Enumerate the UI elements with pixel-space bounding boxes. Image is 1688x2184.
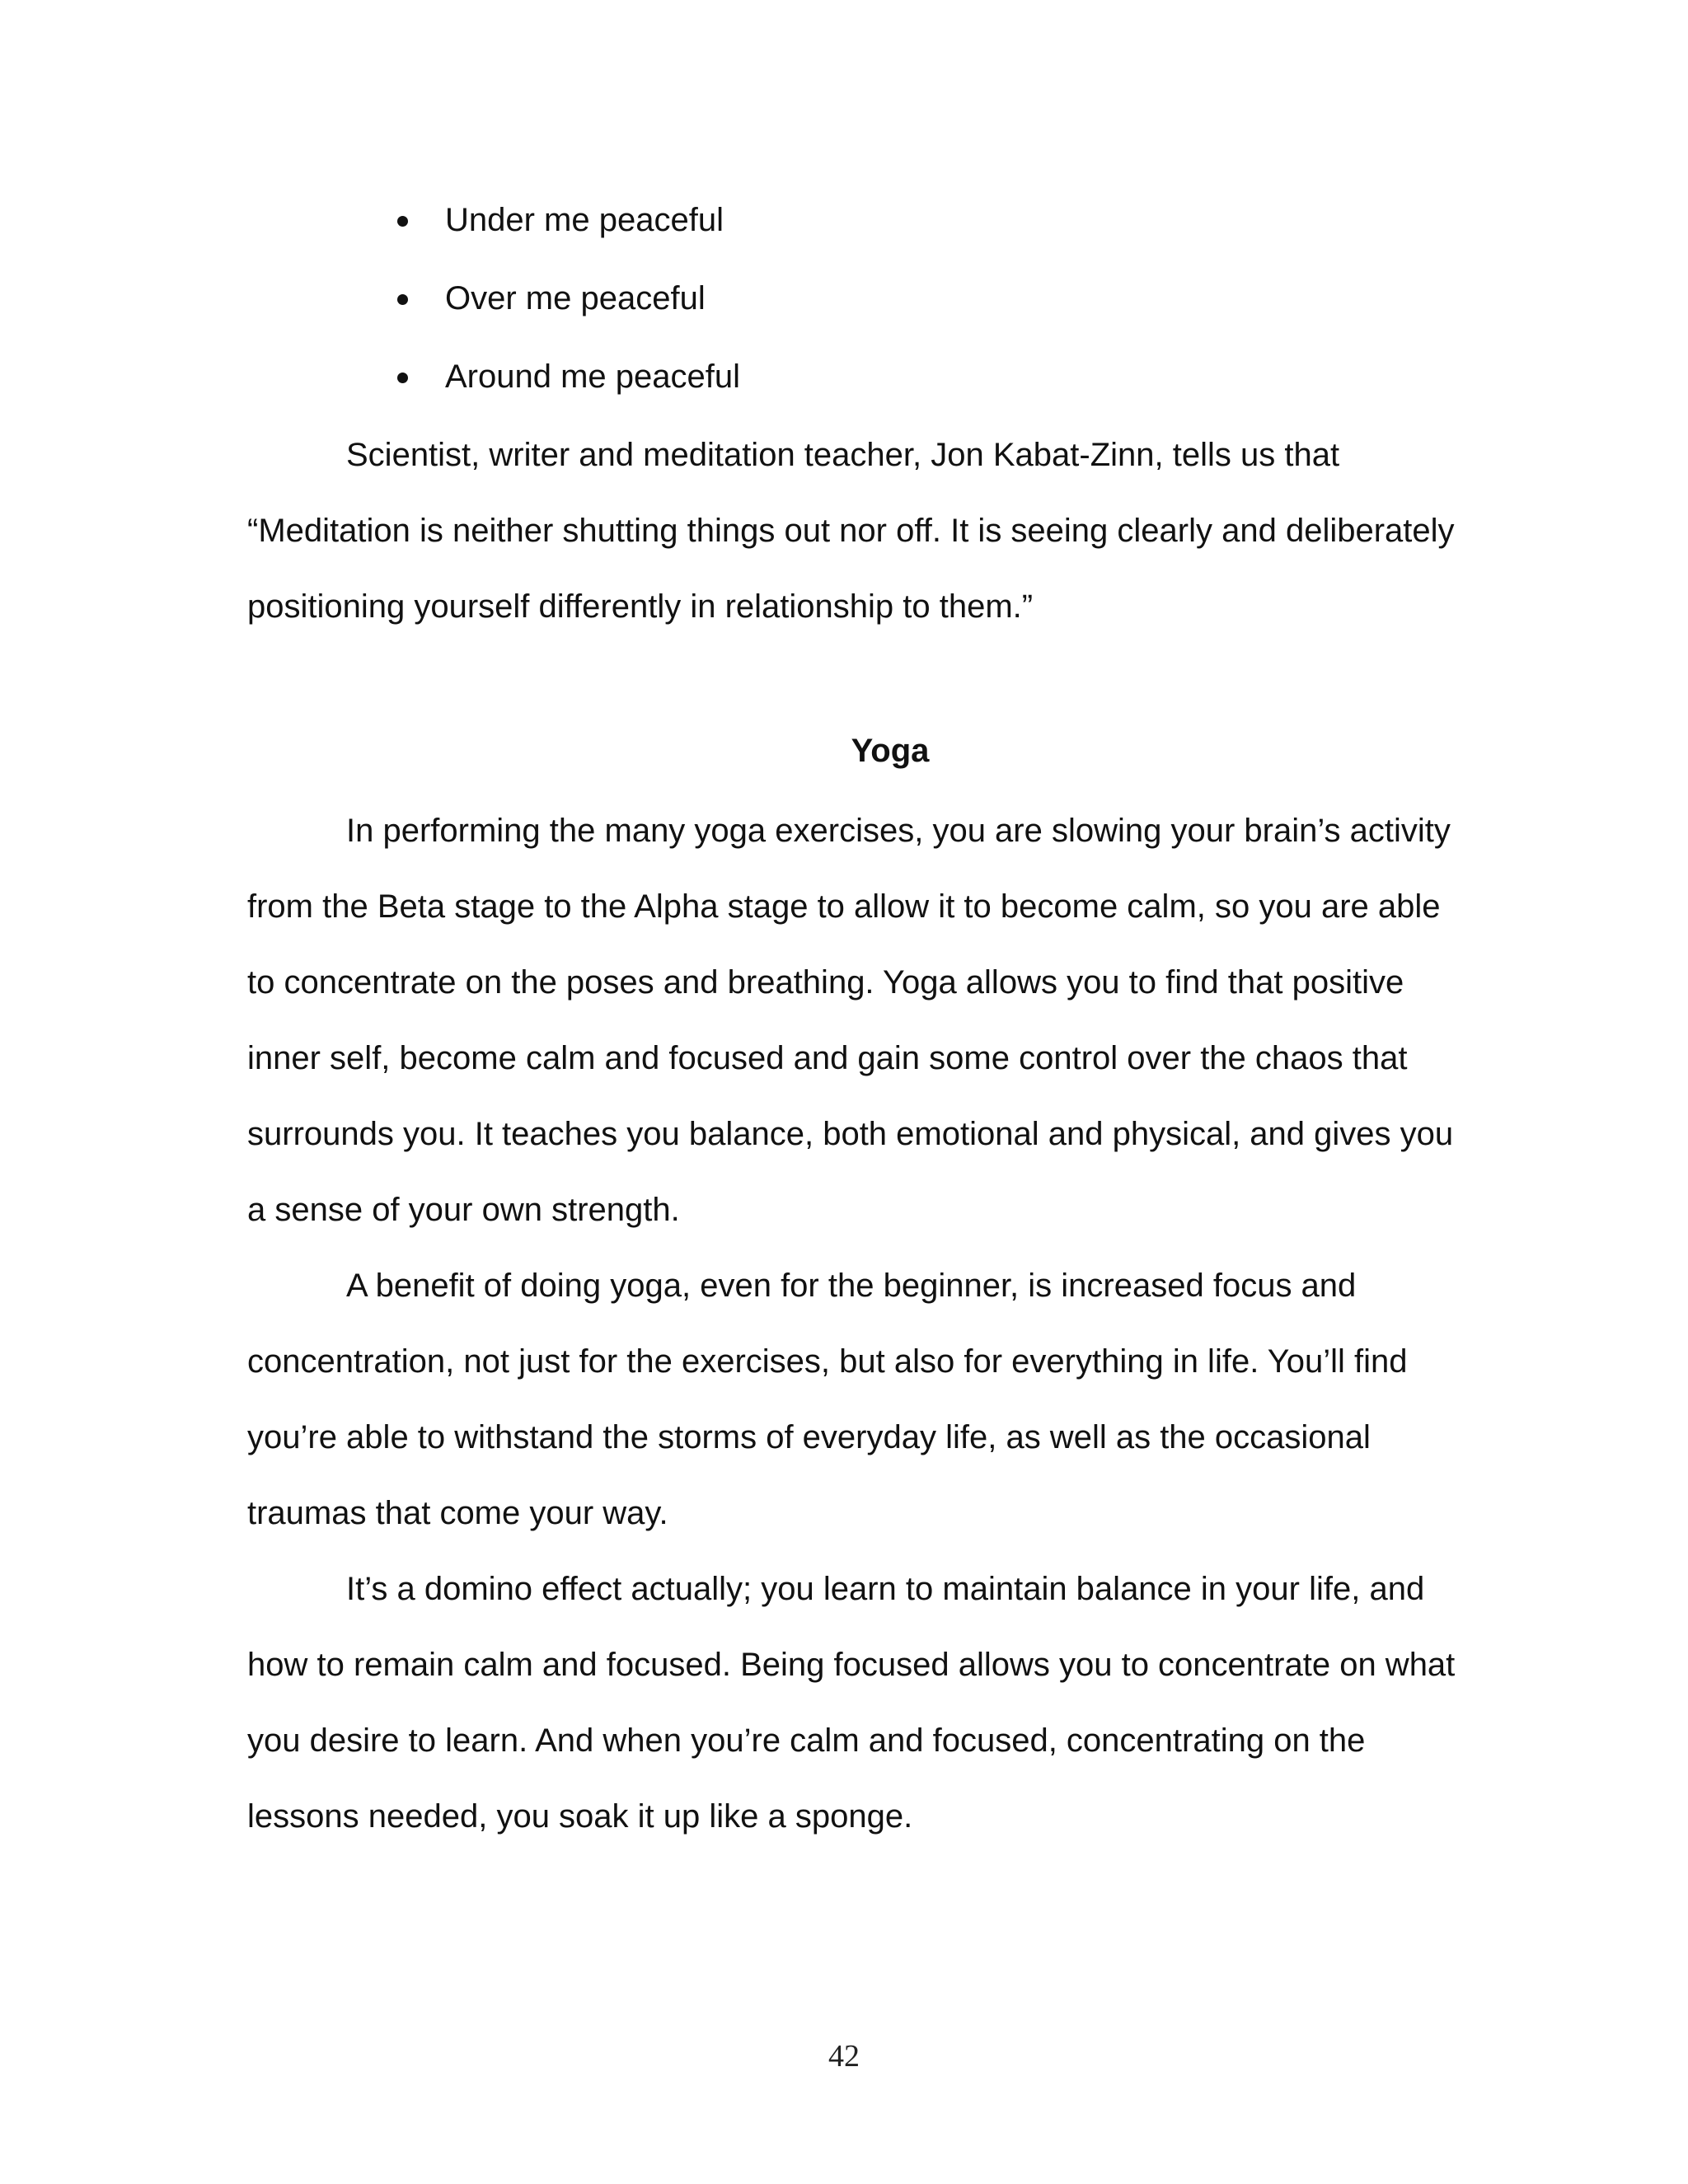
bullet-dot-icon bbox=[397, 294, 408, 305]
bullet-dot-icon bbox=[397, 216, 408, 227]
bullet-text: Around me peaceful bbox=[445, 359, 741, 395]
bullet-dot-icon bbox=[397, 373, 408, 383]
body-paragraph: In performing the many yoga exercises, you are slowing your brain’s activity from the Beta stage to the Alpha stage to allow it to become calm, so you are able to concentrate on the poses and breathing. Yoga allows you to find that positive inner self, become calm and focused and gain some control over the chaos that surrounds you. It teaches you balance, both emotional and physical, and gives you a sense of your own strength. bbox=[247, 813, 1454, 1228]
bullet-item bbox=[387, 273, 740, 351]
bullet-item bbox=[387, 194, 740, 273]
bullet-list bbox=[387, 194, 740, 429]
section-body bbox=[247, 793, 1467, 1854]
body-paragraph: It’s a domino effect actually; you learn to maintain balance in your life, and how to remain calm and focused. Being focused allows you to concentrate on what you desire to learn. And when you’re calm and focused, concentrating on the lessons needed, you soak it up like a sponge. bbox=[247, 1571, 1456, 1835]
intro-block bbox=[247, 417, 1467, 644]
body-paragraph: A benefit of doing yoga, even for the beginner, is increased focus and concentration, not just for the exercises, but also for everything in life. You’ll find you’re able to withstand the storms of everyday life, as well as the occasional traumas that come your way. bbox=[247, 1268, 1408, 1531]
page-number: 42 bbox=[828, 2039, 860, 2074]
intro-paragraph: Scientist, writer and meditation teacher, Jon Kabat-Zinn, tells us that “Meditation is neither shutting things out nor off. It is seeing clearly and deliberately positioning yourself differently in relationship to them.” bbox=[247, 437, 1455, 625]
section-heading: Yoga bbox=[851, 733, 930, 769]
bullet-text: Under me peaceful bbox=[445, 202, 724, 238]
bullet-text: Over me peaceful bbox=[445, 280, 706, 316]
